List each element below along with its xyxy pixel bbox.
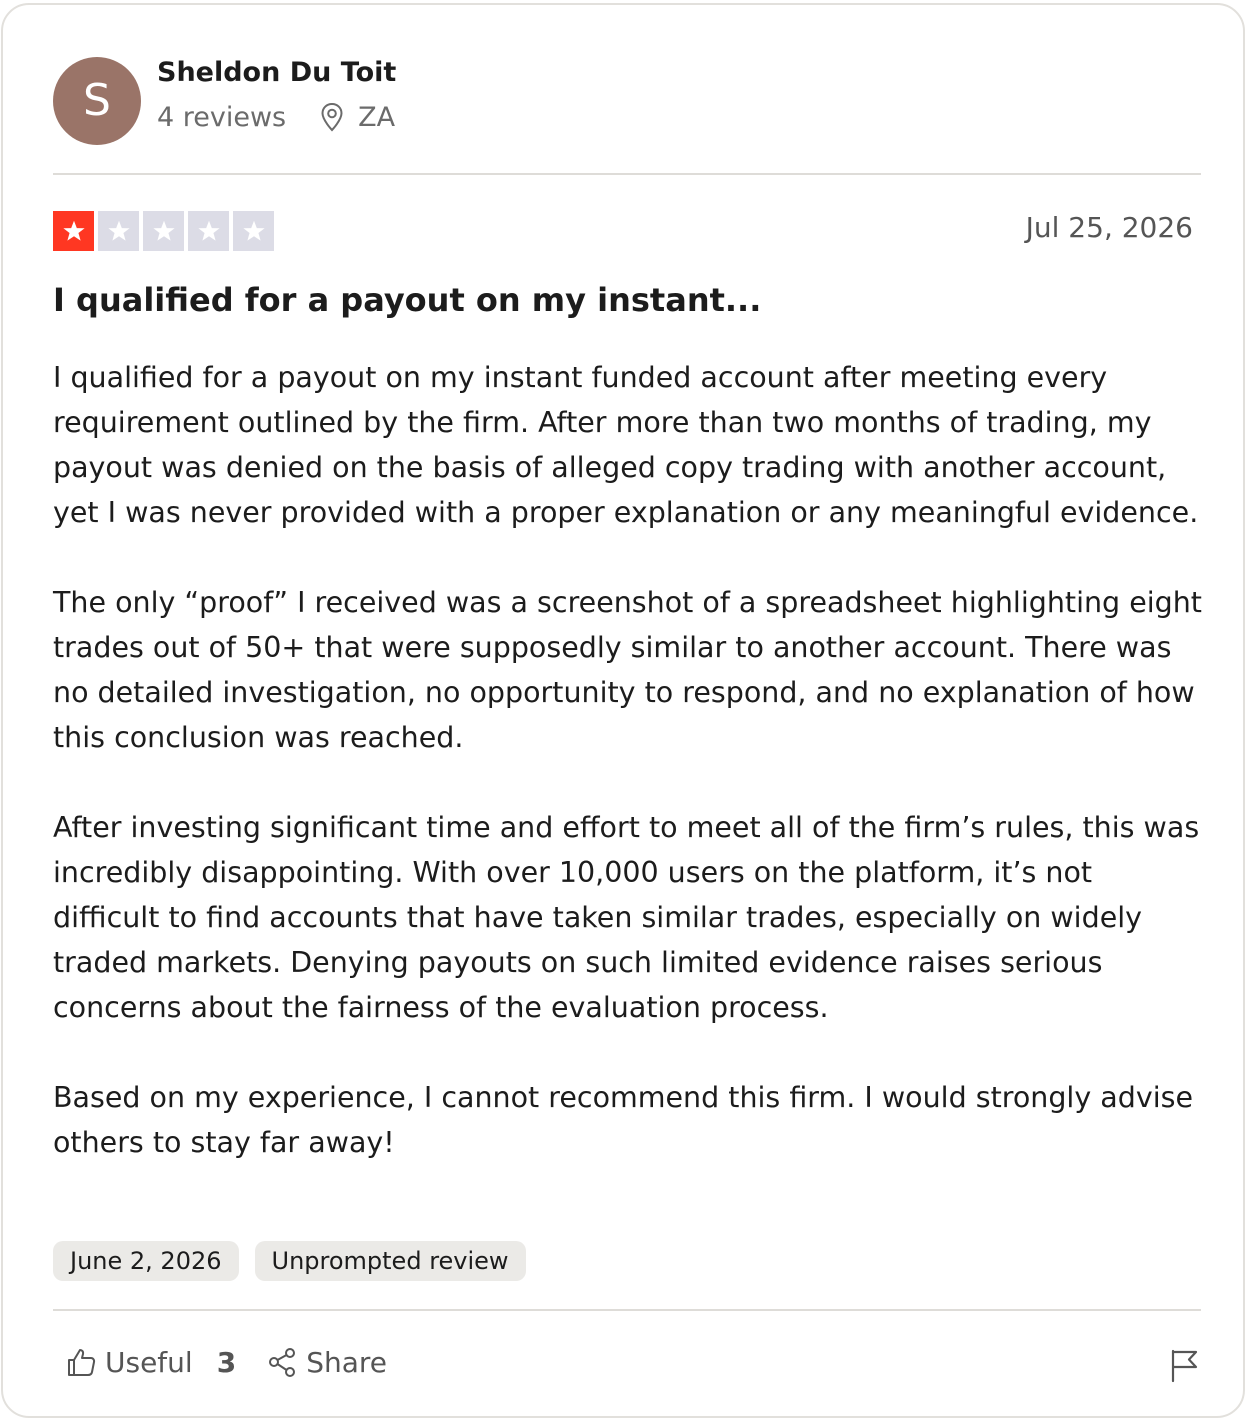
review-paragraph: The only “proof” I received was a screenshot of a spreadsheet highlighting eight trades out of 50+ that were supposedly similar to another account. There was no detailed investigation, no opportunity to respond, and no explanation of how this conclusion was reached.: [53, 586, 1202, 754]
reviewer-location: ZA: [358, 101, 396, 133]
star-empty: [233, 211, 274, 251]
review-title[interactable]: I qualified for a payout on my instant...: [53, 281, 762, 319]
review-paragraph: After investing significant time and effort to meet all of the firm’s rules, this was incredibly disappointing. With over 10,000 users on the platform, it’s not difficult to find accounts that have taken similar trades, especially on widely traded markets. Denying payouts on such limited evidence raises serious concerns about the fairness of the evaluation process.: [53, 811, 1200, 1024]
review-body: [53, 355, 1203, 1210]
useful-count: 3: [216, 1345, 237, 1379]
reviewer-meta: [157, 101, 395, 133]
header-divider: [53, 173, 1201, 175]
useful-button[interactable]: Useful: [105, 1345, 193, 1379]
star-empty: [98, 211, 139, 251]
experience-date-badge: June 2, 2026: [53, 1241, 239, 1281]
share-label: Share: [306, 1345, 387, 1379]
review-actions: [65, 1345, 387, 1379]
star-filled: [53, 211, 94, 251]
share-button[interactable]: [266, 1345, 387, 1379]
avatar[interactable]: S: [53, 57, 141, 145]
star-empty: [188, 211, 229, 251]
review-paragraph: I qualified for a payout on my instant funded account after meeting every requirement outlined by the firm. After more than two months of trading, my payout was denied on the basis of alleged copy trading with another account, yet I was never provided with a proper explanation or any meaningful evidence.: [53, 361, 1199, 529]
thumbs-up-icon[interactable]: [65, 1345, 99, 1379]
review-type-badge[interactable]: Unprompted review: [255, 1241, 526, 1281]
share-icon: [266, 1345, 300, 1379]
location-pin-icon: [318, 101, 346, 133]
review-card: [1, 3, 1245, 1418]
review-tags: [53, 1241, 526, 1281]
reviewer-name[interactable]: Sheldon Du Toit: [157, 57, 397, 88]
review-date: Jul 25, 2026: [1025, 211, 1193, 244]
review-paragraph: Based on my experience, I cannot recommend this firm. I would strongly advise others to stay far away!: [53, 1081, 1193, 1159]
star-empty: [143, 211, 184, 251]
flag-icon[interactable]: [1167, 1347, 1201, 1383]
reviews-count: 4 reviews: [157, 101, 287, 133]
star-rating: [53, 211, 274, 251]
footer-divider: [53, 1309, 1201, 1311]
